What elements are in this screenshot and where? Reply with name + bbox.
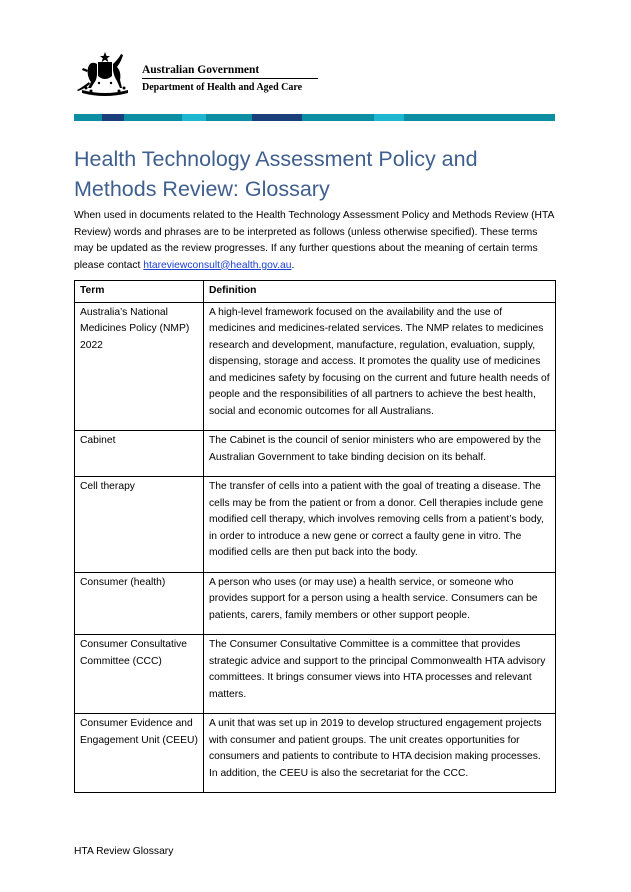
definition-cell: The Consumer Consultative Committee is a committee that provides strategic advice and support to the principal Commonwealth HTA advisory committees. It brings consumer views into HTA processes and relevant matters.: [204, 635, 556, 714]
coat-of-arms-icon: [74, 50, 136, 98]
term-cell: Cell therapy: [75, 477, 204, 573]
table-row: [75, 714, 556, 793]
intro-paragraph: [74, 208, 558, 274]
table-row: [75, 302, 556, 431]
table-row: [75, 431, 556, 477]
intro-end: .: [291, 259, 295, 271]
definition-cell: A high-level framework focused on the availability and the use of medicines and medicines-related services. The NMP relates to medicines research and development, manufacture, regulation, evaluation, supply, dispensing, storage and access. It promotes the quality use of medicines and medicines safety by focusing on the current and future health needs of people and the responsibilities of all partners to achieve the best health, social and economic outcomes for all Australians.: [204, 302, 556, 431]
term-cell: Cabinet: [75, 431, 204, 477]
document-title: Health Technology Assessment Policy and Methods Review: Glossary: [74, 147, 478, 201]
government-header: [74, 50, 334, 100]
table-row: [75, 477, 556, 573]
table-row: [75, 635, 556, 714]
definition-cell: A person who uses (or may use) a health service, or someone who provides support for a person using a health service. Consumers can be patients, carers, family members or other support people.: [204, 572, 556, 635]
intro-text: When used in documents related to the Health Technology Assessment Policy and Methods Review (HTA Review) words and phrases are to be interpreted as follows (unless otherwise specified). These terms may be updated as the review progresses. If any further questions about the meaning of certain terms please contact: [74, 210, 554, 271]
table-row: [75, 572, 556, 635]
term-cell: Consumer Consultative Committee (CCC): [75, 635, 204, 714]
column-header-definition: Definition: [204, 281, 556, 303]
glossary-header-row: [75, 281, 556, 303]
definition-cell: A unit that was set up in 2019 to develop structured engagement projects with consumer and patient groups. The unit creates opportunities for consumers and patients to contribute to HTA decision making processes. In addition, the CEEU is also the secretariat for the CCC.: [204, 714, 556, 793]
header-divider: [142, 78, 318, 79]
column-header-term: Term: [75, 281, 204, 303]
department-name: Department of Health and Aged Care: [142, 82, 303, 93]
glossary-table: [74, 280, 556, 793]
term-cell: Australia’s National Medicines Policy (NMP) 2022: [75, 302, 204, 431]
term-cell: Consumer (health): [75, 572, 204, 635]
government-name: Australian Government: [142, 64, 260, 76]
government-title-block: [142, 63, 318, 94]
contact-email-link[interactable]: htareviewconsult@health.gov.au: [143, 259, 292, 271]
definition-cell: The Cabinet is the council of senior ministers who are empowered by the Australian Government to take binding decision on its behalf.: [204, 431, 556, 477]
page-footer: HTA Review Glossary: [74, 846, 174, 857]
decorative-color-bar: [74, 114, 555, 121]
term-cell: Consumer Evidence and Engagement Unit (CEEU): [75, 714, 204, 793]
definition-cell: The transfer of cells into a patient with the goal of treating a disease. The cells may be from the patient or from a donor. Cell therapies include gene modified cell therapy, which involves removing cells from a patient’s body, in order to introduce a new gene or correct a faulty gene in vitro. The modified cells are then put back into the body.: [204, 477, 556, 573]
